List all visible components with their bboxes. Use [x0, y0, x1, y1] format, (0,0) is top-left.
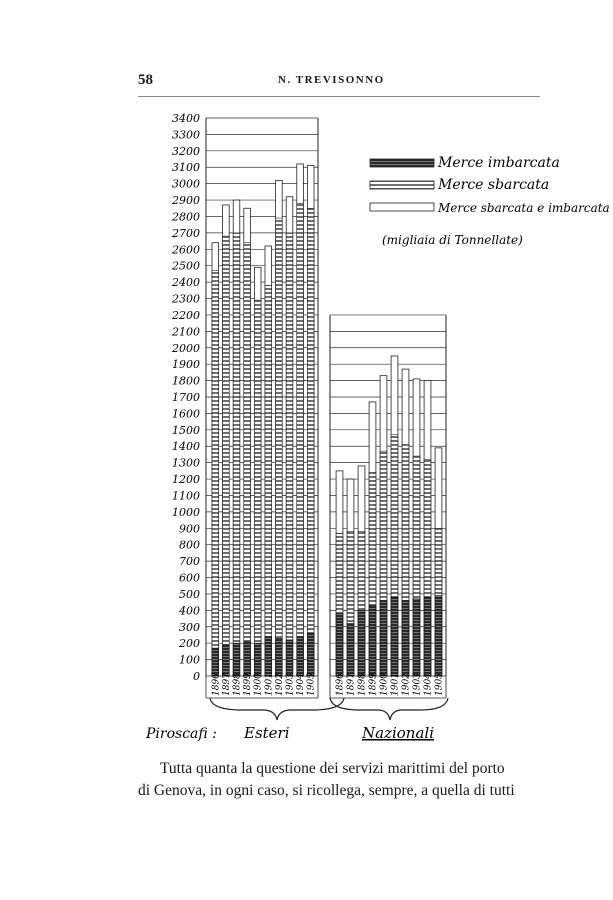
bar-imbarcata: [380, 601, 387, 676]
x-axis-labels: [211, 673, 444, 696]
y-tick-label: 2700: [172, 226, 200, 240]
bar-imbarcata: [286, 640, 293, 676]
bar-imbarcata: [233, 643, 240, 676]
x-tick-label: 1900: [379, 673, 390, 696]
bar-imbarcata: [424, 597, 431, 676]
x-tick-label: 1896: [211, 673, 222, 696]
bar-imbarcata: [413, 599, 420, 676]
x-tick-label: 1897: [346, 673, 357, 696]
y-tick-label: 2600: [172, 243, 200, 257]
bar-sbarcata: [254, 300, 261, 676]
bar-imbarcata: [358, 610, 365, 676]
y-tick-label: 2200: [172, 308, 200, 322]
group-label-esteri: Esteri: [244, 724, 290, 742]
page-number: 58: [138, 72, 153, 88]
bar-sbarcata: [233, 233, 240, 676]
legend-swatch-sbarcata: [370, 181, 434, 189]
y-tick-label: 2400: [172, 276, 200, 290]
body-line-1: Tutta quanta la questione dei servizi marittimi del porto: [160, 760, 505, 777]
y-tick-label: 200: [179, 637, 200, 651]
y-tick-label: 3000: [172, 177, 200, 191]
bar-imbarcata: [223, 645, 230, 676]
bar-imbarcata: [276, 638, 283, 676]
y-tick-label: 500: [179, 587, 200, 601]
x-tick-label: 1899: [368, 673, 379, 696]
legend-label-total: Merce sbarcata e imbarcata: [438, 201, 610, 215]
x-tick-label: 1900: [253, 673, 264, 696]
x-tick-label: 1905: [434, 673, 445, 696]
prefix-label: Piroscafi :: [146, 726, 217, 742]
chart-legend: [370, 155, 610, 247]
y-tick-label: 900: [179, 522, 200, 536]
y-tick-label: 1700: [172, 391, 200, 404]
x-tick-label: 1904: [296, 673, 307, 696]
bar-imbarcata: [297, 637, 304, 676]
bar-sbarcata: [286, 233, 293, 676]
x-tick-label: 1901: [390, 673, 401, 696]
y-tick-label: 400: [179, 604, 200, 618]
y-tick-label: 2800: [172, 210, 200, 224]
page-header: [138, 72, 540, 92]
y-tick-label: 3100: [172, 161, 200, 175]
bar-imbarcata: [369, 605, 376, 676]
legend-swatch-imbarcata: [370, 159, 434, 167]
y-axis-ticks: [171, 112, 200, 683]
bar-imbarcata: [347, 623, 354, 676]
bar-sbarcata: [276, 218, 283, 676]
bar-sbarcata: [223, 236, 230, 676]
y-tick-label: 1200: [172, 473, 200, 487]
group-label-nazionali: Nazionali: [362, 724, 434, 742]
y-tick-label: 1400: [172, 440, 200, 454]
x-tick-label: 1902: [274, 673, 285, 696]
brace-nazionali: [330, 698, 448, 720]
bar-imbarcata: [265, 637, 272, 676]
bar-imbarcata: [402, 601, 409, 676]
y-tick-label: 1000: [172, 505, 200, 519]
y-tick-label: 1800: [172, 374, 200, 388]
y-tick-label: 3200: [172, 144, 200, 158]
x-tick-label: 1896: [335, 673, 346, 696]
body-line-2: di Genova, in ogni caso, si ricollega, sempre, a quella di tutti: [138, 782, 515, 799]
y-tick-label: 1600: [172, 407, 200, 421]
y-tick-label: 1500: [172, 423, 200, 437]
y-tick-label: 1100: [172, 489, 200, 503]
bar-sbarcata: [307, 208, 314, 676]
x-tick-label: 1902: [401, 673, 412, 696]
bar-sbarcata: [297, 203, 304, 676]
x-tick-label: 1901: [264, 673, 275, 696]
bar-imbarcata: [212, 648, 219, 676]
bar-imbarcata: [307, 633, 314, 676]
y-tick-label: 2300: [172, 292, 200, 306]
bar-imbarcata: [244, 642, 251, 676]
legend-label-sbarcata: Merce sbarcata: [438, 177, 550, 193]
bar-sbarcata: [244, 243, 251, 676]
bar-imbarcata: [435, 596, 442, 676]
group-labels: [145, 698, 448, 742]
x-tick-label: 1899: [243, 673, 254, 696]
bar-chart: [120, 108, 610, 748]
y-tick-label: 100: [179, 653, 200, 667]
legend-swatch-total: [370, 203, 434, 211]
y-tick-label: 0: [193, 670, 200, 683]
running-head: N. TREVISONNO: [278, 74, 385, 86]
brace-esteri: [210, 698, 344, 720]
y-tick-label: 800: [179, 538, 200, 552]
y-tick-label: 2500: [172, 259, 200, 273]
legend-label-imbarcata: Merce imbarcata: [438, 155, 560, 171]
x-tick-label: 1897: [221, 673, 232, 696]
x-tick-label: 1903: [412, 673, 423, 696]
x-tick-label: 1898: [357, 673, 368, 696]
x-tick-label: 1904: [423, 673, 434, 696]
bar-sbarcata: [212, 271, 219, 676]
y-tick-label: 3300: [172, 128, 200, 142]
y-tick-label: 1900: [172, 358, 200, 372]
y-tick-label: 3400: [172, 112, 200, 125]
bar-sbarcata: [265, 285, 272, 676]
bar-imbarcata: [336, 614, 343, 676]
y-tick-label: 300: [179, 620, 200, 634]
y-tick-label: 700: [179, 555, 200, 569]
y-tick-label: 2100: [172, 325, 200, 339]
body-paragraph: [138, 758, 542, 802]
y-tick-label: 2900: [172, 194, 200, 208]
header-rule: [138, 96, 540, 97]
y-tick-label: 1300: [172, 456, 200, 470]
y-tick-label: 600: [179, 571, 200, 585]
bar-imbarcata: [254, 643, 261, 676]
y-tick-label: 2000: [172, 341, 200, 355]
x-tick-label: 1905: [306, 673, 317, 696]
x-tick-label: 1903: [285, 673, 296, 696]
x-tick-label: 1898: [232, 673, 243, 696]
bar-imbarcata: [391, 597, 398, 676]
legend-note: (migliaia di Tonnellate): [382, 233, 523, 247]
